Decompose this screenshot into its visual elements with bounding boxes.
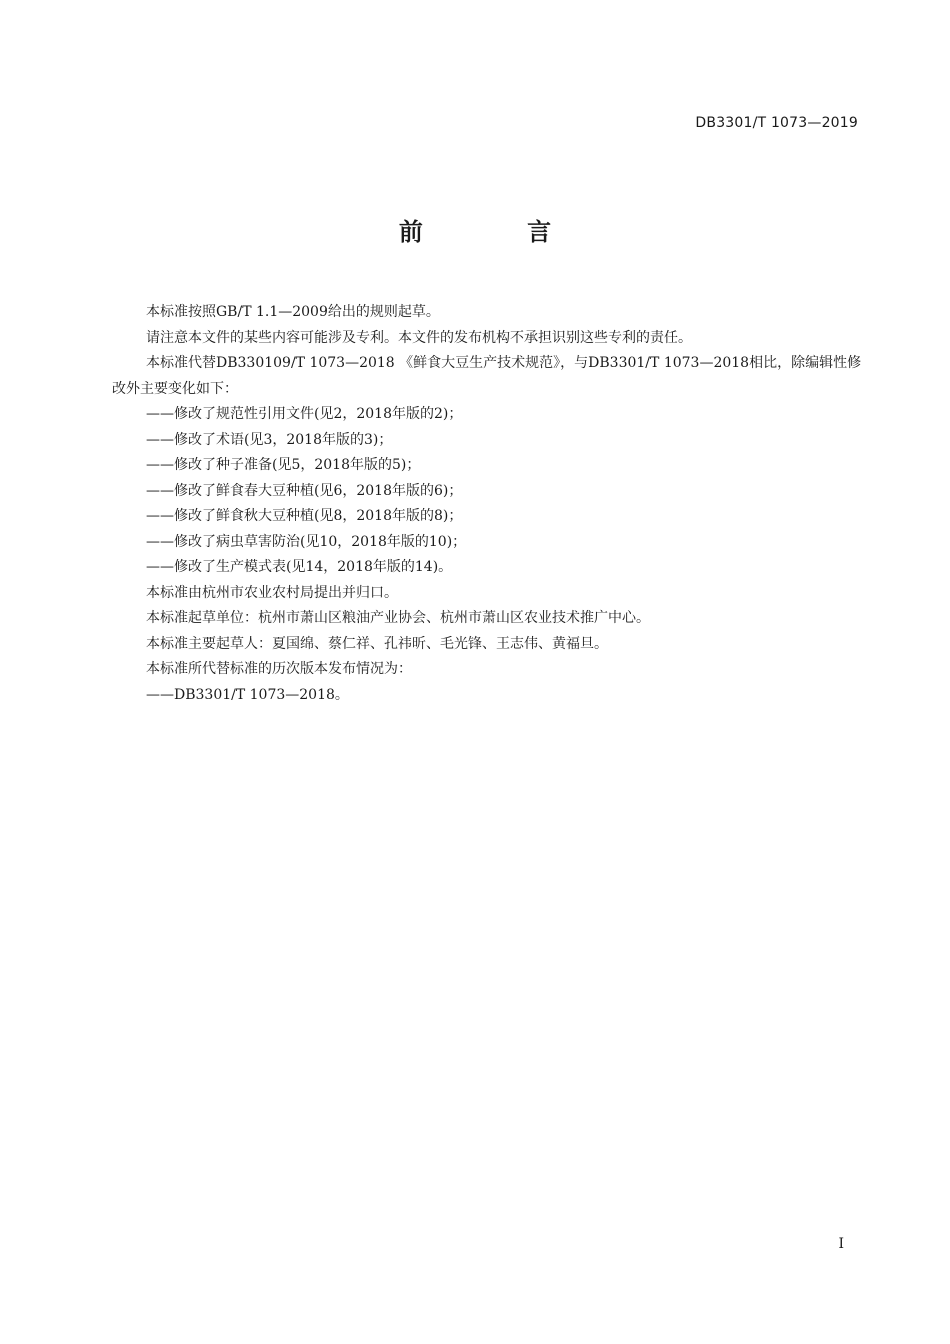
paragraph-history-intro: 本标准所代替标准的历次版本发布情况为： [146,661,412,677]
list-item: ——修改了病虫草害防治(见10，2018年版的10)； [146,533,467,550]
paragraph-patent-notice: 请注意本文件的某些内容可能涉及专利。本文件的发布机构不承担识别这些专利的责任。 [146,329,692,346]
list-item: ——修改了种子准备(见5，2018年版的5)； [146,457,421,473]
list-item: ——修改了术语(见3，2018年版的3)； [146,431,393,448]
paragraph-drafting-rules: 本标准按照GB/T 1.1—2009给出的规则起草。 [146,304,440,320]
foreword-body [112,300,862,708]
paragraph-replacement: 本标准代替DB330109/T 1073—2018 《鲜食大豆生产技术规范》，与DB3301/T 1073—2018相比，除编辑性修改外主要变化如下： [112,355,862,397]
changes-list [112,402,862,581]
list-item: ——修改了生产模式表(见14，2018年版的14)。 [146,559,453,575]
list-item: ——修改了规范性引用文件(见2，2018年版的2)； [146,406,463,422]
list-item: ——修改了鲜食秋大豆种植(见8，2018年版的8)； [146,508,463,524]
list-item: ——修改了鲜食春大豆种植(见6，2018年版的6)； [146,482,463,499]
paragraph-proposer: 本标准由杭州市农业农村局提出并归口。 [146,584,398,601]
document-code: DB3301/T 1073—2019 [695,115,858,131]
paragraph-drafting-units: 本标准起草单位：杭州市萧山区粮油产业协会、杭州市萧山区农业技术推广中心。 [146,610,650,626]
paragraph-drafters: 本标准主要起草人：夏国绵、蔡仁祥、孔祎昕、毛光锋、王志伟、黄福旦。 [146,635,608,652]
history-item: ——DB3301/T 1073—2018。 [146,686,349,703]
page-title: 前 言 [398,218,600,246]
page-number: I [838,1236,844,1252]
